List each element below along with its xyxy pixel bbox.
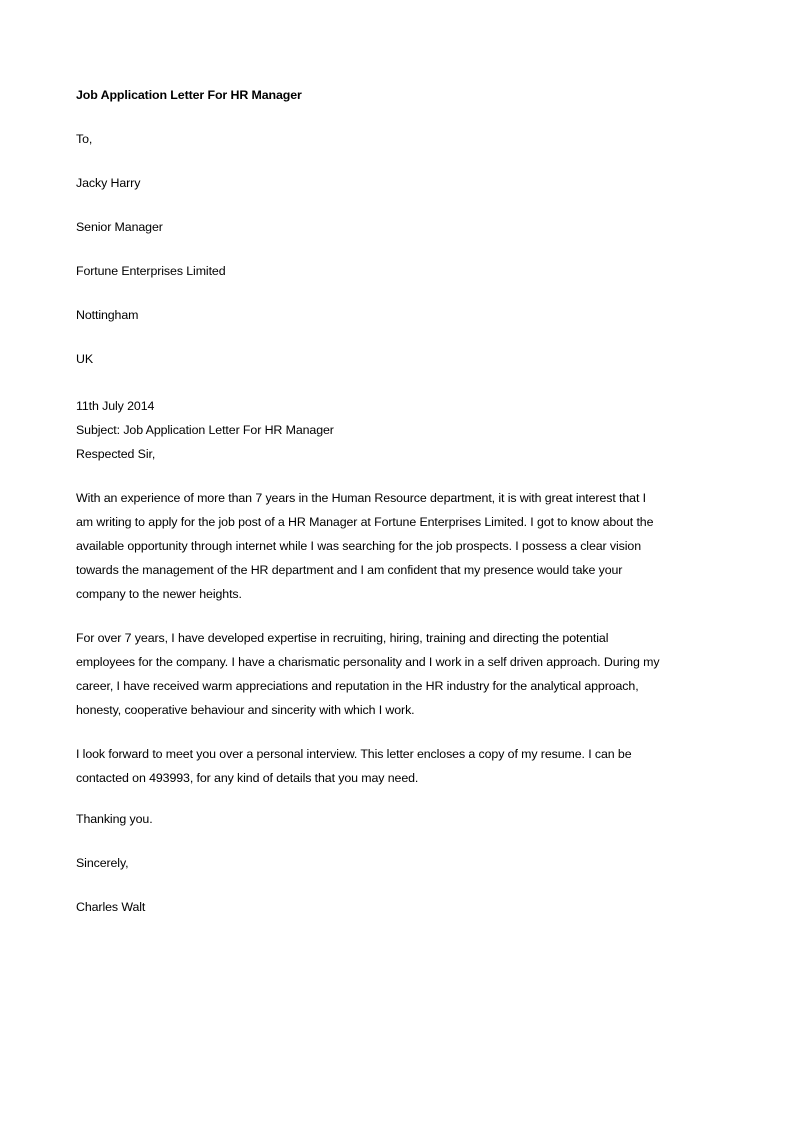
- paragraph-line: With an experience of more than 7 years in the Human Resource department, it is with great interest that I: [76, 491, 646, 505]
- recipient-country: UK: [76, 352, 94, 366]
- paragraph-line: employees for the company. I have a charismatic personality and I work in a self driven approach. During my: [76, 655, 660, 669]
- recipient-company: Fortune Enterprises Limited: [76, 264, 226, 278]
- body-paragraph-1: [76, 486, 716, 606]
- recipient-to: To,: [76, 132, 93, 146]
- recipient-name: Jacky Harry: [76, 176, 141, 190]
- paragraph-line: towards the management of the HR department and I am confident that my presence would take your: [76, 563, 623, 577]
- body-paragraph-3: [76, 742, 716, 790]
- paragraph-line: company to the newer heights.: [76, 587, 242, 601]
- letter-date: 11th July 2014: [76, 399, 155, 413]
- signature-name: Charles Walt: [76, 900, 146, 914]
- letter-subject: Subject: Job Application Letter For HR Manager: [76, 423, 334, 437]
- recipient-city: Nottingham: [76, 308, 139, 322]
- paragraph-line: career, I have received warm appreciations and reputation in the HR industry for the analytical approach,: [76, 679, 639, 693]
- letter-body: [76, 86, 716, 942]
- recipient-position: Senior Manager: [76, 220, 163, 234]
- paragraph-line: am writing to apply for the job post of a HR Manager at Fortune Enterprises Limited. I got to know about the: [76, 515, 654, 529]
- paragraph-line: honesty, cooperative behaviour and sincerity with which I work.: [76, 703, 415, 717]
- thanks-line: Thanking you.: [76, 812, 153, 826]
- paragraph-line: available opportunity through internet while I was searching for the job prospects. I possess a clear vision: [76, 539, 641, 553]
- letter-title: Job Application Letter For HR Manager: [76, 88, 302, 102]
- body-paragraph-2: [76, 626, 716, 722]
- paragraph-line: For over 7 years, I have developed expertise in recruiting, hiring, training and directing the potential: [76, 631, 609, 645]
- letter-salutation: Respected Sir,: [76, 447, 156, 461]
- paragraph-line: contacted on 493993, for any kind of details that you may need.: [76, 771, 419, 785]
- closing-line: Sincerely,: [76, 856, 129, 870]
- paragraph-line: I look forward to meet you over a personal interview. This letter encloses a copy of my resume. I can be: [76, 747, 632, 761]
